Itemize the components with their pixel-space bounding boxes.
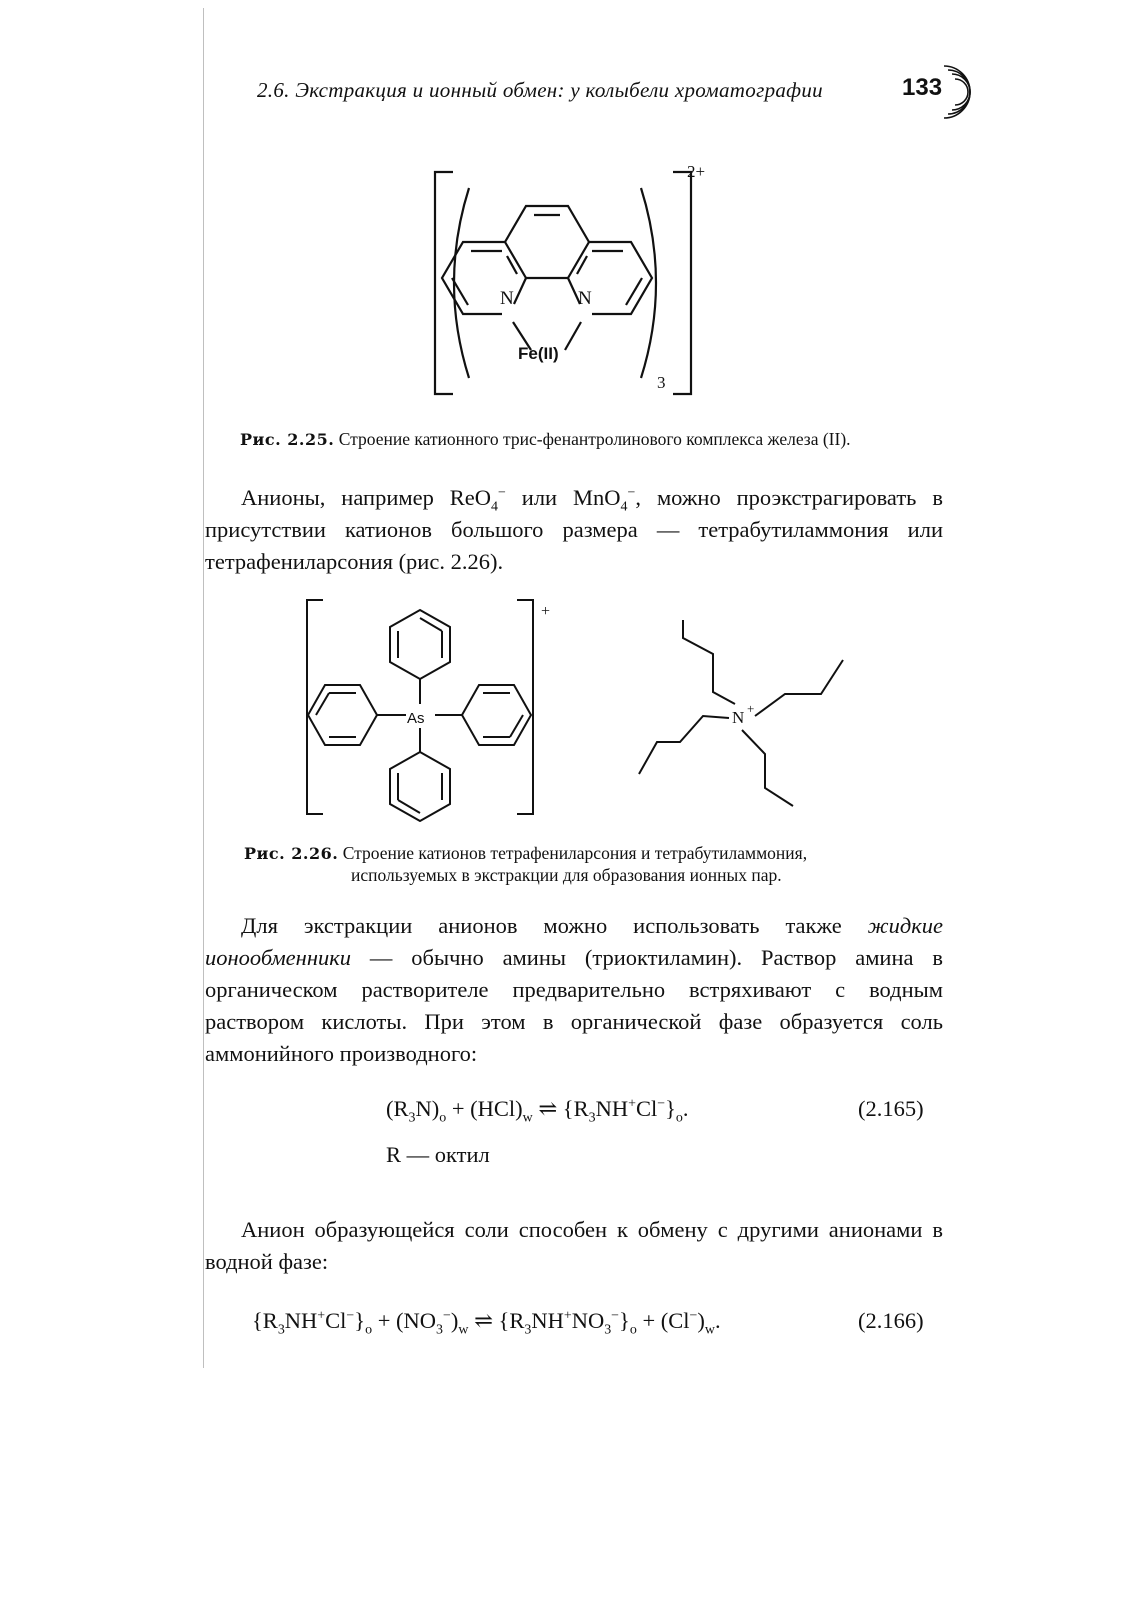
equation-2-166: $\{R_3NH^+Cl^-\}_o + (NO_3^-)_w$ ⇌ $\{R_3NH^+NO_3^-\}_o + (Cl^-)_w$. — [252, 1308, 721, 1338]
page-number-ornament-icon — [922, 62, 972, 122]
arsonium-charge-label: + — [541, 603, 551, 620]
nitrogen-atom-label: N — [578, 288, 592, 309]
nitrogen-atom-label: N — [500, 288, 514, 309]
italic-term: жидкие ионообменники — [205, 913, 943, 970]
paragraph-liquid-exchangers — [205, 910, 943, 1070]
paragraph-text: , можно проэкстрагировать в присутствии катионов большого размера — тетрабутиламмония или тетрафениларсония (рис. 2.26). — [205, 485, 943, 574]
equation-2-165: $(R_3N)_o + (HCl)_w$ ⇌ $\{R_3NH^+Cl^-\}_o$. — [386, 1096, 689, 1126]
subscript: 4 — [620, 499, 628, 515]
superscript: − — [627, 485, 636, 501]
figure-2-25-structure — [425, 158, 725, 408]
arsenic-atom-label: As — [407, 710, 425, 727]
nitrogen-charge-label: + — [747, 701, 755, 716]
figure-2-26-caption — [244, 842, 807, 865]
paragraph-text: или MnO — [505, 485, 621, 510]
complex-charge-label: 2+ — [687, 162, 706, 181]
paragraph-text: — обычно амины (триоктиламин). Раствор амина в органическом растворителе предварительно встряхивают с водным раствором кислоты. При этом в органической фазе образуется соль аммонийного производного: — [205, 945, 943, 1066]
equation-note: R — октил — [386, 1142, 490, 1167]
subscript: 4 — [491, 499, 498, 515]
paragraph-text: Анион образующейся соли способен к обмену с другими анионами в водной фазе: — [205, 1217, 943, 1274]
caption-text: Строение катионного трис-фенантролинового комплекса железа (II). — [338, 429, 851, 449]
figure-2-26-structures — [295, 592, 855, 822]
page-number: 133 — [902, 74, 943, 101]
superscript: − — [497, 485, 506, 501]
iron-center-label: Fe(II) — [518, 344, 559, 363]
figure-2-25-caption — [240, 428, 851, 451]
ligand-count-subscript: 3 — [657, 373, 666, 392]
equation-number: (2.166) — [858, 1308, 924, 1333]
paragraph-anion-exchange — [205, 1214, 943, 1278]
running-header: 2.6. Экстракция и ионный обмен: у колыбели хроматографии — [257, 78, 823, 102]
scan-edge-line — [203, 8, 204, 1368]
caption-label: Рис. 2.26. — [244, 844, 339, 863]
caption-label: Рис. 2.25. — [240, 430, 335, 449]
figure-2-26-caption-line2: используемых в экстракции для образования ионных пар. — [351, 865, 782, 885]
caption-text: Строение катионов тетрафениларсония и тетрабутиламмония, — [342, 843, 808, 863]
paragraph-text: Для экстракции анионов можно использовать также — [241, 913, 868, 938]
paragraph-text: Анионы, например ReO — [241, 485, 492, 510]
paragraph-anions — [205, 482, 943, 578]
equation-number: (2.165) — [858, 1096, 924, 1121]
nitrogen-atom-label: N — [732, 708, 745, 727]
